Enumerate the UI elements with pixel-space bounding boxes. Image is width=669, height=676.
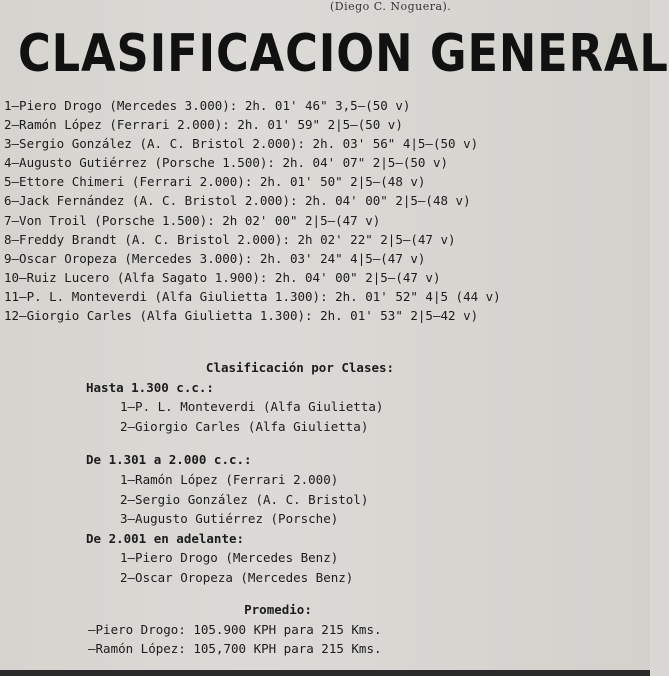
class-group-title: De 1.301 a 2.000 c.c.: [86, 452, 252, 468]
class-item: 1—Ramón López (Ferrari 2.000) [120, 471, 339, 487]
class-item: 3—Augusto Gutiérrez (Porsche) [120, 511, 339, 527]
average-speed-section [88, 600, 488, 659]
result-row: 7—Von Troil (Porsche 1.500): 2h 02' 00" 2|5—(47 v) [4, 212, 381, 228]
average-speed-line: —Piero Drogo: 105.900 KPH para 215 Kms. [88, 621, 382, 637]
class-classification [80, 358, 520, 588]
class-item: 1—Piero Drogo (Mercedes Benz) [120, 550, 339, 566]
class-item: 2—Oscar Oropeza (Mercedes Benz) [120, 569, 354, 585]
result-row: 11—P. L. Monteverdi (Alfa Giulietta 1.300): 2h. 01' 52" 4|5 (44 v) [4, 288, 501, 304]
result-row: 12—Giorgio Carles (Alfa Giulietta 1.300): 2h. 01' 53" 2|5—42 v) [4, 308, 479, 324]
class-item: 2—Sergio González (A. C. Bristol) [120, 491, 369, 507]
bottom-edge [0, 670, 650, 676]
result-row: 6—Jack Fernández (A. C. Bristol 2.000): 2h. 04' 00" 2|5—(48 v) [4, 193, 471, 209]
class-group-title: De 2.001 en adelante: [86, 530, 245, 546]
results-list [4, 96, 644, 325]
result-row: 5—Ettore Chimeri (Ferrari 2.000): 2h. 01' 50" 2|5—(48 v) [4, 174, 426, 190]
spacer [80, 436, 520, 450]
result-row: 3—Sergio González (A. C. Bristol 2.000): 2h. 03' 56" 4|5—(50 v) [4, 136, 479, 152]
class-classification-title: Clasificación por Clases: [205, 360, 395, 375]
top-cut-text: (Diego C. Noguera). [330, 0, 452, 13]
result-row: 2—Ramón López (Ferrari 2.000): 2h. 01' 59" 2|5—(50 v) [4, 117, 403, 133]
result-row: 9—Oscar Oropeza (Mercedes 3.000): 2h. 03' 24" 4|5—(47 v) [4, 250, 426, 266]
average-speed-title: Promedio: [244, 602, 312, 617]
class-item: 1—P. L. Monteverdi (Alfa Giulietta) [120, 399, 384, 415]
result-row: 8—Freddy Brandt (A. C. Bristol 2.000): 2h 02' 22" 2|5—(47 v) [4, 231, 456, 247]
headline: CLASIFICACION GENERAL [18, 24, 669, 84]
result-row: 4—Augusto Gutiérrez (Porsche 1.500): 2h. 04' 07" 2|5—(50 v) [4, 155, 449, 171]
average-speed-line: —Ramón López: 105,700 KPH para 215 Kms. [88, 641, 382, 657]
class-item: 2—Giorgio Carles (Alfa Giulietta) [120, 418, 369, 434]
result-row: 10—Ruiz Lucero (Alfa Sagato 1.900): 2h. 04' 00" 2|5—(47 v) [4, 269, 441, 285]
result-row: 1—Piero Drogo (Mercedes 3.000): 2h. 01' 46" 3,5—(50 v) [4, 98, 411, 113]
class-group-title: Hasta 1.300 c.c.: [86, 379, 214, 395]
